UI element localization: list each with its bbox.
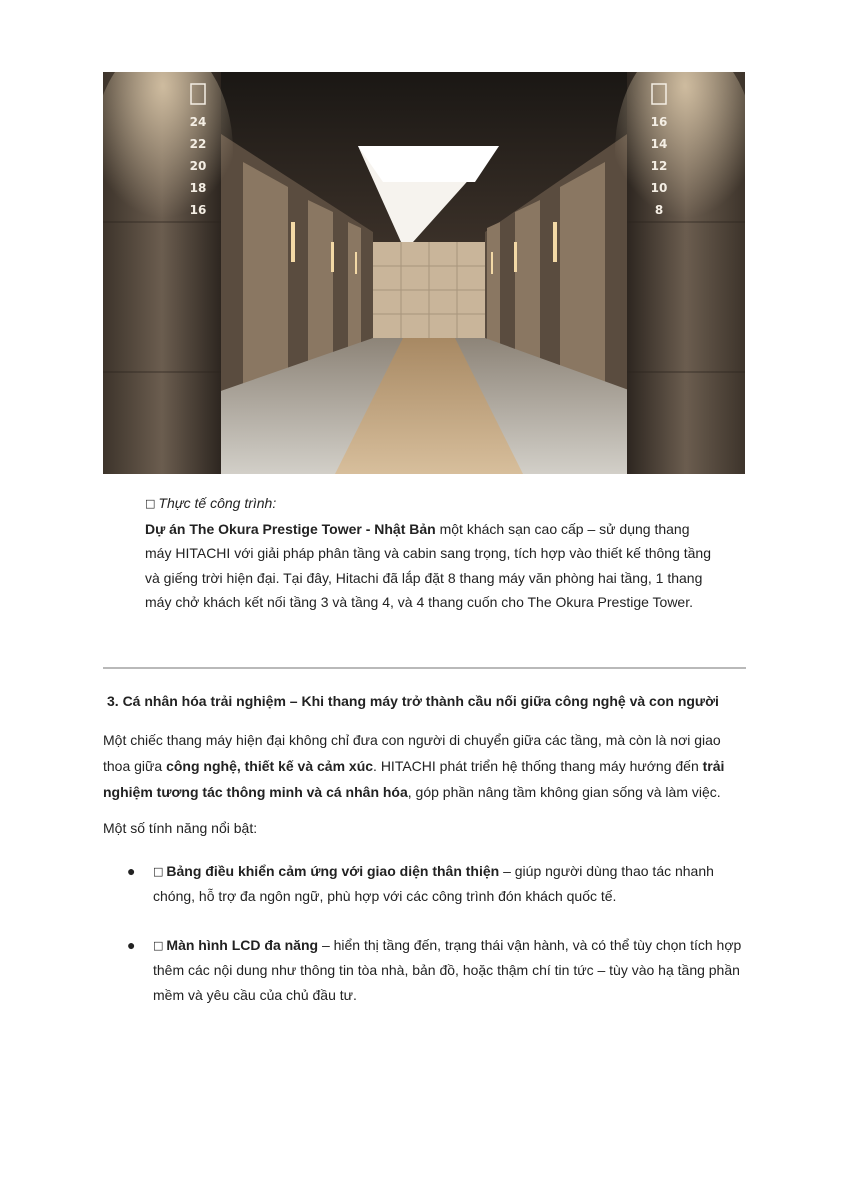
feature-bold: Màn hình LCD đa năng [166,937,319,953]
case-caption-text: Thực tế công trình: [158,495,277,511]
left-floor-sign-3: 18 [189,181,207,195]
intro-b1: công nghệ, thiết kế và cảm xúc [166,758,374,774]
list-item [103,933,753,1008]
elevator-lobby-photo [103,72,745,474]
bullet-icon: ● [127,937,136,953]
intro-paragraph [103,727,751,805]
list-item [103,859,753,909]
intro-t3: , góp phần nâng tầm không gian sống và làm việc. [407,784,721,800]
box-icon: □ [153,939,164,952]
divider [103,667,746,669]
case-lead-bold: Dự án The Okura Prestige Tower - Nhật Bản [145,520,436,537]
right-floor-sign-2: 12 [650,159,668,173]
bullet-icon: ● [127,863,136,879]
intro-t2: . HITACHI phát triển hệ thống thang máy hướng đến [373,758,703,774]
case-caption [145,491,715,517]
case-rest: một khách sạn cao cấp – sử dụng thang máy HITACHI với giải pháp phân tầng và cabin sang trọng, tích hợp vào thiết kế thông tầng và giếng trời hiện đại. Tại đây, Hitachi đã lắp đặt 8 thang máy văn phòng hai tầng, 1 thang máy chở khách kết nối tầng 3 và tầng 4, và 4 thang cuốn cho The Okura Prestige Tower. [145,520,711,610]
right-floor-sign-4: 8 [654,203,664,217]
box-icon: □ [145,497,156,510]
left-floor-sign-1: 22 [189,137,207,151]
feature-bold: Bảng điều khiển cảm ứng với giao diện thân thiện [166,863,500,879]
left-floor-sign-4: 16 [189,203,207,217]
case-body [145,517,715,615]
features-title: Một số tính năng nổi bật: [103,820,258,836]
feature-text: – giúp người dùng thao tác nhanh chóng, hỗ trợ đa ngôn ngữ, phù hợp với các công trình đón khách quốc tế. [153,863,714,904]
right-floor-sign-1: 14 [650,137,668,151]
box-icon: □ [153,865,164,878]
left-floor-sign-0: 24 [189,115,207,129]
case-study [145,491,715,615]
feature-text: – hiển thị tầng đến, trạng thái vận hành, và có thể tùy chọn tích hợp thêm các nội dung như thông tin tòa nhà, bản đồ, hoặc thậm chí tin tức – tùy vào hạ tầng phần mềm và yêu cầu của chủ đầu tư. [153,937,742,1003]
left-floor-sign-2: 20 [189,159,207,173]
section-heading: 3. Cá nhân hóa trải nghiệm – Khi thang máy trở thành cầu nối giữa công nghệ và con người [107,693,719,709]
intro-b2: trải nghiệm tương tác thông minh và cá nhân hóa [103,758,725,800]
right-floor-sign-0: 16 [650,115,668,129]
right-floor-sign-3: 10 [650,181,668,195]
intro-t1: Một chiếc thang máy hiện đại không chỉ đưa con người di chuyển giữa các tầng, mà còn là nơi giao thoa giữa [103,732,721,774]
